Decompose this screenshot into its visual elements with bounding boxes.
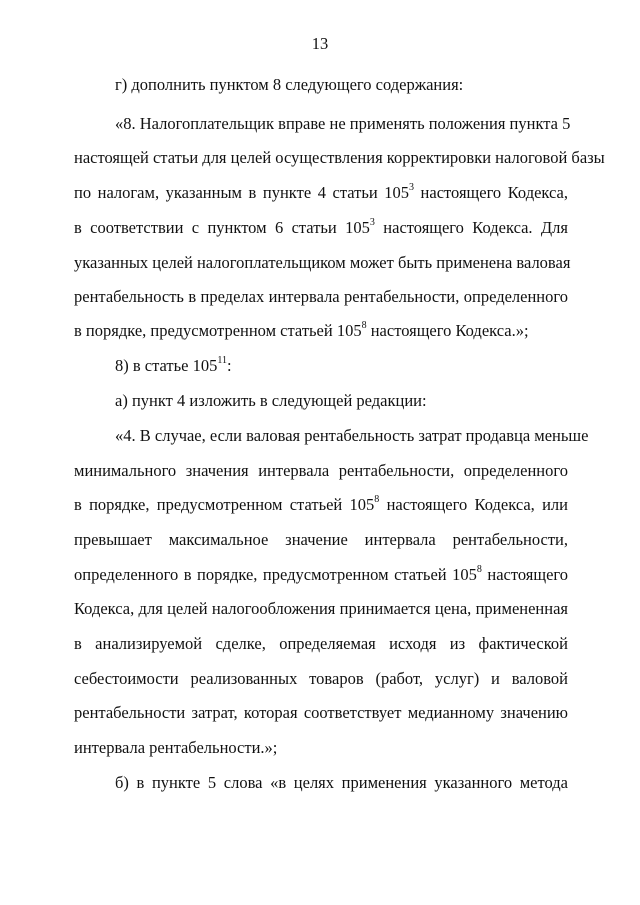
text-line-20: б) в пункте 5 слова «в целях применения указанного метода (115, 773, 568, 792)
text-line-11: минимального значения интервала рентабельности, определенного (74, 461, 568, 480)
text-line-13: превышает максимальное значение интервала рентабельности, (74, 530, 568, 549)
text-line-15: Кодекса, для целей налогообложения принимается цена, примененная (74, 599, 568, 618)
text-line-12: в порядке, предусмотренном статьей $105^8$ настоящего Кодекса, или (74, 493, 568, 514)
text-line-8: 8) в статье $105^{11}$: (115, 354, 232, 375)
text-line-17: себестоимости реализованных товаров (работ, услуг) и валовой (74, 669, 568, 688)
text-line-7: в порядке, предусмотренном статьей $105^8$ настоящего Кодекса.»; (74, 319, 529, 340)
text-line-5: указанных целей налогоплательщиком может быть применена валовая (74, 253, 571, 272)
text-line-16: в анализируемой сделке, определяемая исходя из фактической (74, 634, 568, 653)
page-number: 13 (311, 34, 329, 53)
text-line-18: рентабельности затрат, которая соответствует медианному значению (74, 703, 568, 722)
text-line-4: в соответствии с пунктом 6 статьи $105^3$ настоящего Кодекса. Для (74, 216, 569, 237)
text-line-0: г) дополнить пунктом 8 следующего содержания: (115, 75, 464, 94)
text-line-19: интервала рентабельности.»; (74, 738, 278, 757)
text-line-6: рентабельность в пределах интервала рентабельности, определенного (74, 287, 568, 306)
text-line-1: «8. Налогоплательщик вправе не применять положения пункта 5 (115, 114, 571, 133)
text-line-2: настоящей статьи для целей осуществления корректировки налоговой базы (74, 148, 605, 167)
text-line-10: «4. В случае, если валовая рентабельность затрат продавца меньше (115, 426, 589, 445)
text-line-14: определенного в порядке, предусмотренном статьей $105^8$ настоящего (74, 563, 568, 584)
text-line-3: по налогам, указанным в пункте 4 статьи $105^3$ настоящего Кодекса, (74, 181, 568, 202)
text-line-9: а) пункт 4 изложить в следующей редакции: (115, 391, 427, 410)
